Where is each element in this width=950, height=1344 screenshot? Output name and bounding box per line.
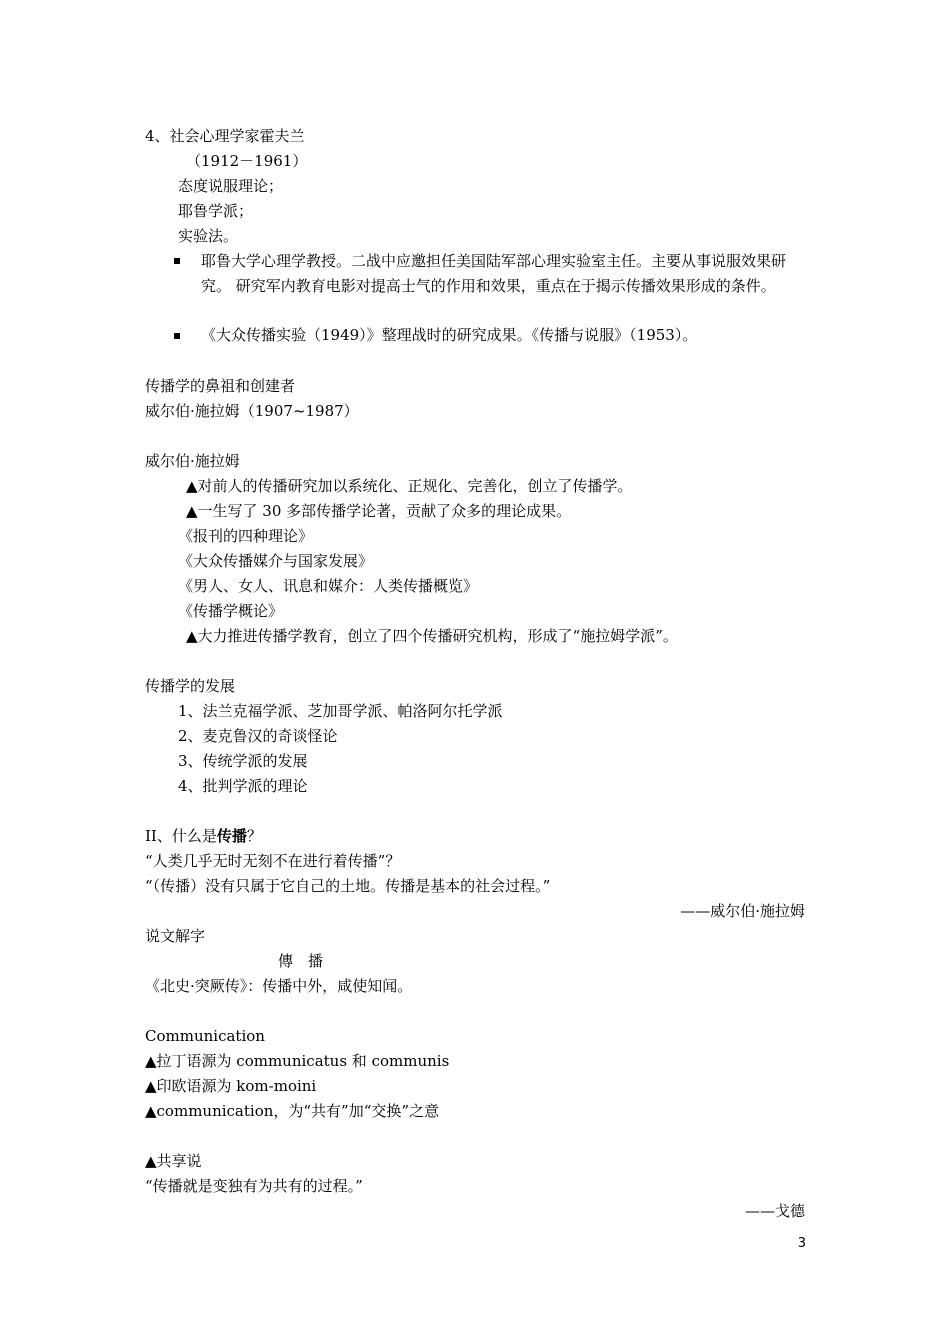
quote-text: “（传播）没有只属于它自己的土地。传播是基本的社会过程。”	[145, 877, 551, 895]
section-heading: ▲共享说	[145, 1152, 202, 1170]
citation-text: 《北史·突厥传》：传播中外，咸使知闻。	[145, 977, 413, 995]
section-heading	[145, 826, 262, 846]
bullet-paragraph: 耶鲁大学心理学教授。二战中应邀担任美国陆军部心理实验室主任。主要从事说服效果研究。 研究军内教育电影对提高士气的作用和效果，重点在于揭示传播效果形成的条件。	[201, 252, 787, 295]
list-item: 实验法。	[178, 227, 239, 245]
section-heading: 说文解字	[145, 927, 206, 945]
list-item: ▲一生写了 30 多部传播学论著，贡献了众多的理论成果。	[186, 502, 572, 520]
heading-suffix: ？	[246, 827, 262, 845]
quote-text: “人类几乎无时无刻不在进行着传播”？	[145, 852, 401, 870]
heading-bold-term: 传播	[216, 827, 247, 845]
section-heading: 传播学的鼻祖和创建者	[145, 377, 296, 395]
book-title: 《大众传播媒介与国家发展》	[178, 552, 374, 570]
section-heading: 传播学的发展	[145, 677, 236, 695]
square-bullet-icon	[174, 333, 180, 339]
book-title: 《报刊的四种理论》	[178, 527, 314, 545]
section-heading: 威尔伯·施拉姆	[145, 452, 240, 470]
list-item: ▲对前人的传播研究加以系统化、正规化、完善化，创立了传播学。	[186, 477, 633, 495]
section-heading: Communication	[145, 1027, 265, 1045]
square-bullet-icon	[174, 258, 180, 264]
list-item: 2、麦克鲁汉的奇谈怪论	[178, 727, 338, 745]
list-item: 态度说服理论；	[178, 177, 284, 195]
years-text: （1912－1961）	[186, 152, 308, 170]
quote-text: “传播就是变独有为共有的过程。”	[145, 1177, 363, 1195]
page-number: 3	[797, 1236, 806, 1251]
section-heading: 4、社会心理学家霍夫兰	[145, 127, 305, 145]
bullet-paragraph: 《大众传播实验（1949）》整理战时的研究成果。《传播与说服》（1953）。	[201, 326, 698, 344]
founder-name: 威尔伯·施拉姆（1907~1987）	[145, 402, 359, 420]
heading-prefix: II、什么是	[145, 827, 217, 845]
book-title: 《男人、女人、讯息和媒介：人类传播概览》	[178, 577, 479, 595]
chinese-characters: 傳 播	[278, 952, 324, 970]
list-item: ▲印欧语源为 kom-moini	[145, 1077, 317, 1095]
list-item: ▲大力推进传播学教育，创立了四个传播研究机构，形成了“施拉姆学派”。	[186, 627, 678, 645]
list-item: 耶鲁学派；	[178, 202, 254, 220]
list-item: ▲拉丁语源为 communicatus 和 communis	[145, 1052, 450, 1070]
quote-attribution: ——戈德	[744, 1202, 805, 1220]
list-item: 3、传统学派的发展	[178, 752, 308, 770]
list-item: 4、批判学派的理论	[178, 777, 308, 795]
list-item: 1、法兰克福学派、芝加哥学派、帕洛阿尔托学派	[178, 702, 503, 720]
quote-attribution: ——威尔伯·施拉姆	[680, 902, 805, 920]
list-item: ▲communication，为“共有”加“交换”之意	[145, 1102, 440, 1120]
book-title: 《传播学概论》	[178, 602, 284, 620]
